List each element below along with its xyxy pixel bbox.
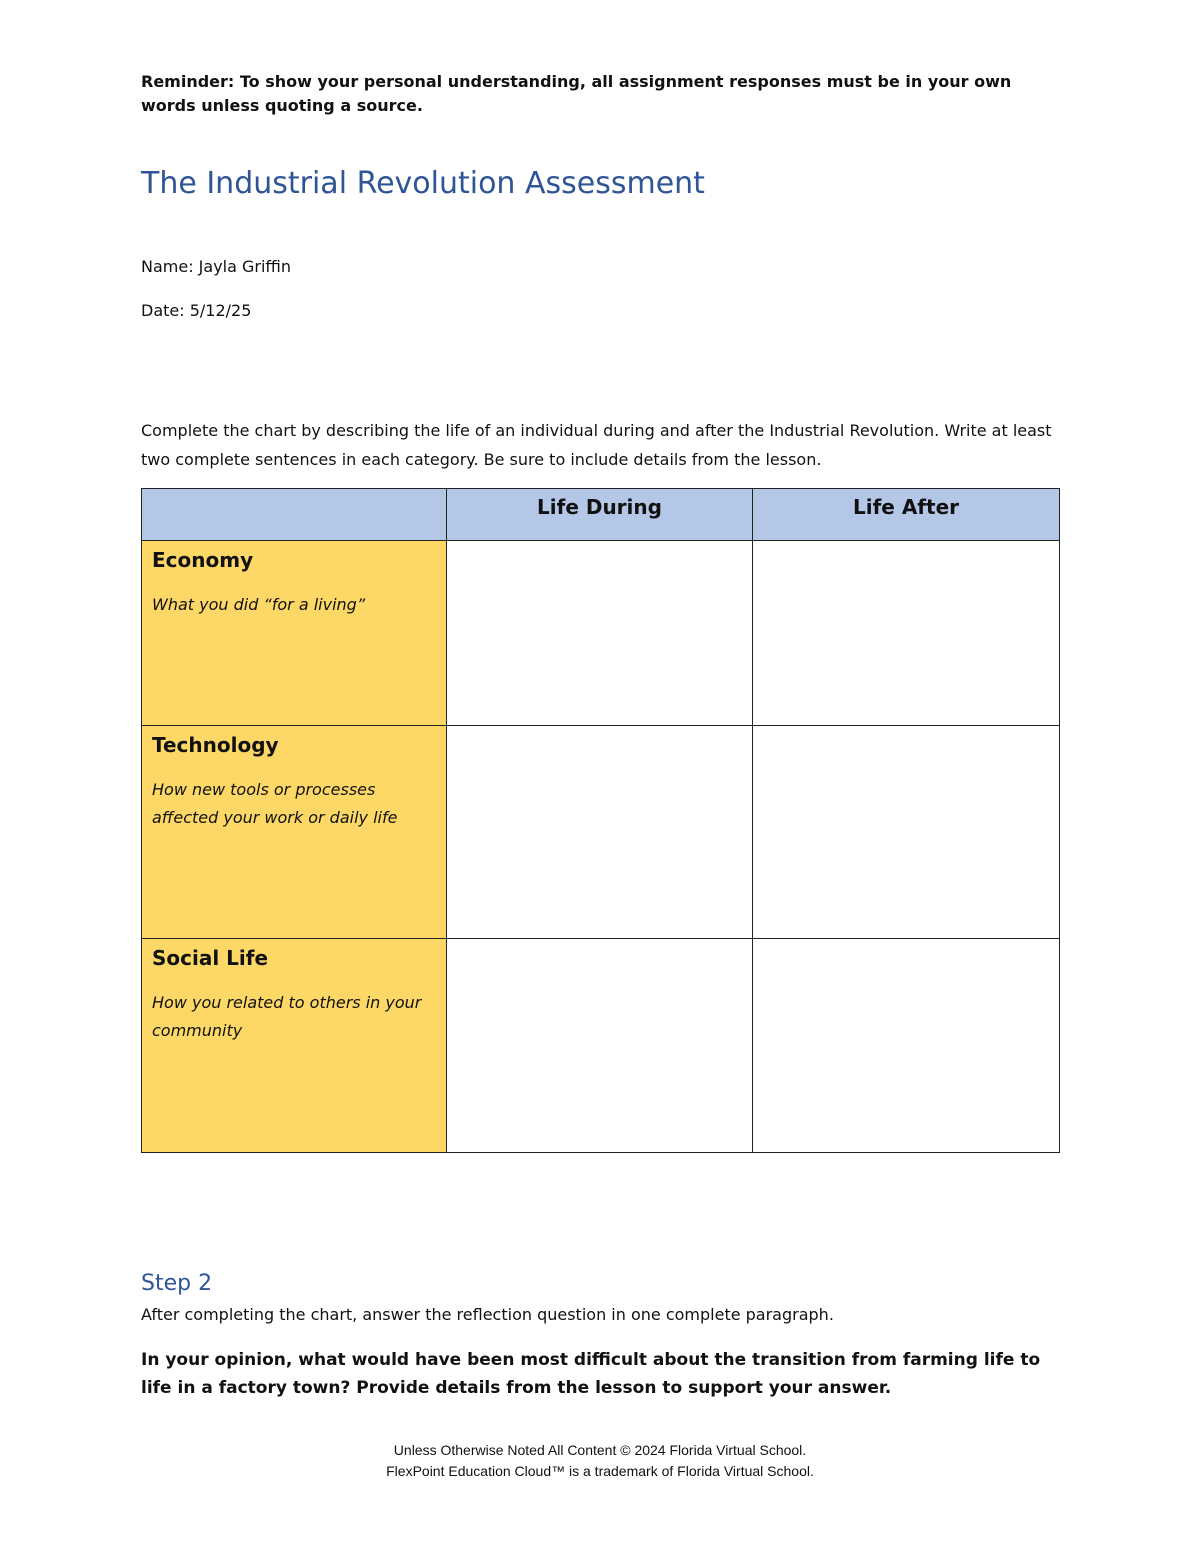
category-cell-technology [142, 726, 447, 939]
category-title: Social Life [152, 946, 269, 970]
assignment-date: Date: 5/12/25 [141, 301, 252, 320]
copyright-line: Unless Otherwise Noted All Content © 2024 Florida Virtual School. [393, 1442, 807, 1458]
answer-cell-economy-during[interactable] [447, 541, 753, 726]
category-description: How you related to others in your community [152, 993, 422, 1040]
reminder-lead: Reminder: [141, 72, 235, 91]
answer-cell-social-life-during[interactable] [447, 939, 753, 1153]
step-2-description: After completing the chart, answer the reflection question in one complete paragraph. [141, 1305, 834, 1324]
category-description: What you did “for a living” [152, 595, 366, 614]
answer-cell-social-life-after[interactable] [753, 939, 1060, 1153]
row-economy [142, 541, 1060, 726]
comparison-chart [141, 488, 1060, 1153]
chart-instructions: Complete the chart by describing the life of an individual during and after the Industrial Revolution. Write at least two complete sentences in each category. Be sure to include details from the lesson. [141, 421, 1052, 469]
student-name: Name: Jayla Griffin [141, 257, 292, 276]
category-description: How new tools or processes affected your work or daily life [152, 780, 398, 827]
header-life-during: Life During [447, 489, 753, 541]
category-title: Technology [152, 733, 279, 757]
step-2-heading: Step 2 [141, 1271, 213, 1296]
reminder-text: To show your personal understanding, all assignment responses must be in your own words unless quoting a source. [141, 72, 1012, 115]
row-technology [142, 726, 1060, 939]
header-life-after: Life After [753, 489, 1060, 541]
answer-cell-economy-after[interactable] [753, 541, 1060, 726]
chart-header-row [142, 489, 1060, 541]
category-cell-social-life [142, 939, 447, 1153]
page-title: The Industrial Revolution Assessment [141, 166, 705, 201]
page-footer [0, 1440, 1200, 1482]
reminder-note [141, 70, 1059, 118]
category-title: Economy [152, 548, 254, 572]
category-cell-economy [142, 541, 447, 726]
document-page [141, 70, 1059, 1153]
header-blank-cell [142, 489, 447, 541]
reflection-question: In your opinion, what would have been most difficult about the transition from farming life to life in a factory town? Provide details from the lesson to support your answer. [141, 1350, 1041, 1398]
answer-cell-technology-after[interactable] [753, 726, 1060, 939]
trademark-line: FlexPoint Education Cloud™ is a trademark of Florida Virtual School. [386, 1463, 814, 1479]
row-social-life [142, 939, 1060, 1153]
answer-cell-technology-during[interactable] [447, 726, 753, 939]
